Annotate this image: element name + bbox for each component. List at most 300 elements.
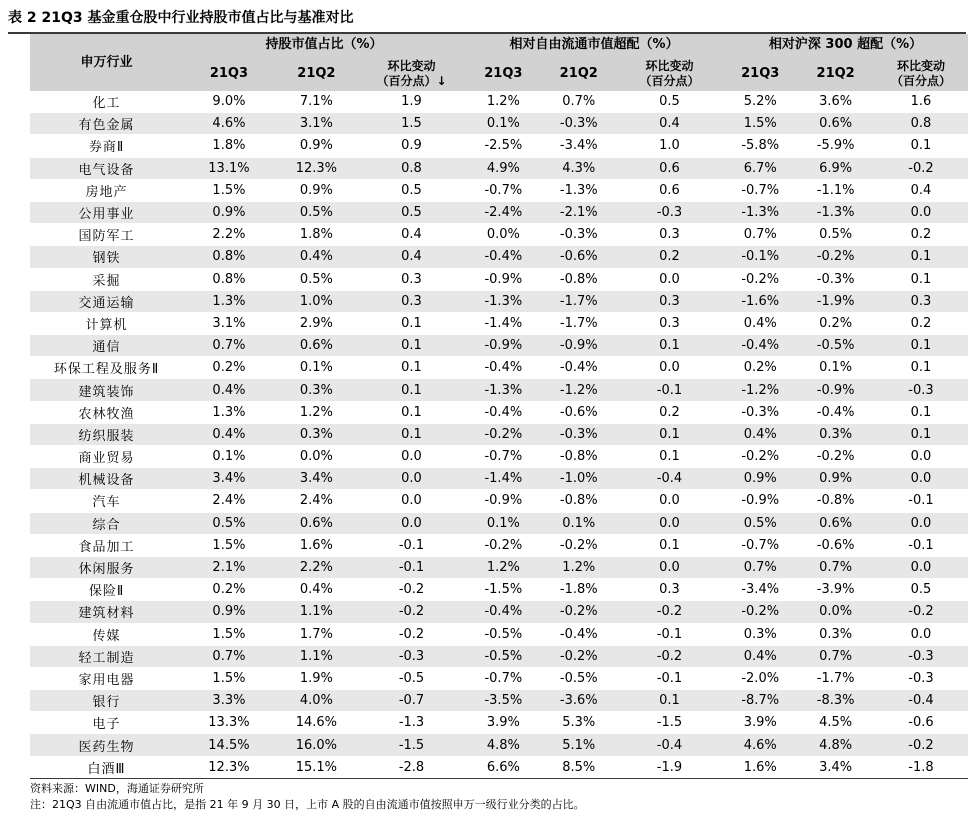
cell-industry: 房地产: [30, 179, 183, 201]
cell-freefloat-21q3: -0.2%: [465, 423, 542, 445]
cell-freefloat-change: 0.2: [616, 401, 723, 423]
cell-csi300-21q3: -0.2%: [723, 446, 797, 468]
cell-holding-21q3: 0.7%: [183, 645, 275, 667]
table-row: [30, 468, 968, 490]
header-g3-change-line2: （百分点）: [890, 73, 951, 88]
cell-holding-21q3: 1.5%: [183, 179, 275, 201]
cell-freefloat-21q2: -1.8%: [542, 579, 616, 601]
cell-holding-21q2: 0.4%: [275, 246, 358, 268]
cell-csi300-21q3: -5.8%: [723, 135, 797, 157]
cell-csi300-change: -0.3: [874, 379, 968, 401]
cell-csi300-change: 0.4: [874, 179, 968, 201]
cell-csi300-21q2: -0.5%: [797, 335, 874, 357]
cell-freefloat-21q2: 1.2%: [542, 556, 616, 578]
header-g3-change-line1: 环比变动: [896, 58, 945, 73]
cell-holding-change: -1.3: [358, 712, 465, 734]
cell-holding-change: -0.7: [358, 690, 465, 712]
cell-freefloat-21q2: -0.8%: [542, 490, 616, 512]
header-industry: 申万行业: [30, 34, 183, 91]
table-row: [30, 113, 968, 135]
cell-holding-change: 0.9: [358, 135, 465, 157]
cell-csi300-change: 0.1: [874, 268, 968, 290]
cell-csi300-21q2: -1.7%: [797, 667, 874, 689]
cell-industry: 采掘: [30, 268, 183, 290]
table-row: [30, 224, 968, 246]
table-row: [30, 712, 968, 734]
table-row: [30, 490, 968, 512]
table-row: [30, 579, 968, 601]
cell-freefloat-change: -0.1: [616, 667, 723, 689]
table-row: [30, 246, 968, 268]
cell-holding-change: 0.0: [358, 512, 465, 534]
table-row: [30, 335, 968, 357]
cell-industry: 银行: [30, 690, 183, 712]
cell-freefloat-change: 0.1: [616, 690, 723, 712]
cell-csi300-21q3: -8.7%: [723, 690, 797, 712]
table-row: [30, 157, 968, 179]
cell-freefloat-21q3: -1.3%: [465, 379, 542, 401]
footer-source: 资料来源：WIND，海通证券研究所: [30, 782, 204, 795]
table-row: [30, 268, 968, 290]
cell-holding-21q3: 3.1%: [183, 312, 275, 334]
cell-holding-change: 0.4: [358, 246, 465, 268]
cell-freefloat-21q2: 8.5%: [542, 756, 616, 778]
cell-csi300-21q3: -1.6%: [723, 290, 797, 312]
cell-freefloat-change: 0.1: [616, 446, 723, 468]
cell-csi300-21q3: -0.2%: [723, 601, 797, 623]
cell-csi300-21q2: 0.5%: [797, 224, 874, 246]
cell-holding-change: 0.8: [358, 157, 465, 179]
cell-csi300-change: -0.1: [874, 490, 968, 512]
cell-csi300-21q2: 4.5%: [797, 712, 874, 734]
cell-freefloat-change: 0.1: [616, 534, 723, 556]
cell-holding-21q3: 2.1%: [183, 556, 275, 578]
cell-holding-change: 0.1: [358, 423, 465, 445]
cell-csi300-21q3: -0.9%: [723, 490, 797, 512]
cell-industry: 医药生物: [30, 734, 183, 756]
cell-freefloat-21q3: -0.5%: [465, 623, 542, 645]
cell-csi300-21q3: 0.5%: [723, 512, 797, 534]
header-g2-change-line2: （百分点）: [639, 73, 700, 88]
cell-freefloat-21q3: -0.7%: [465, 446, 542, 468]
cell-freefloat-change: 0.0: [616, 268, 723, 290]
cell-csi300-change: 1.6: [874, 91, 968, 113]
table-row: [30, 135, 968, 157]
cell-holding-change: -0.2: [358, 623, 465, 645]
cell-freefloat-21q2: -3.4%: [542, 135, 616, 157]
cell-holding-21q2: 2.9%: [275, 312, 358, 334]
cell-freefloat-change: -0.2: [616, 645, 723, 667]
header-g1-21q3: 21Q3: [183, 56, 275, 91]
cell-freefloat-change: -0.3: [616, 201, 723, 223]
cell-industry: 机械设备: [30, 468, 183, 490]
cell-holding-change: -0.2: [358, 601, 465, 623]
header-g2-21q3: 21Q3: [465, 56, 542, 91]
cell-holding-21q2: 1.1%: [275, 601, 358, 623]
cell-industry: 综合: [30, 512, 183, 534]
cell-holding-change: -0.3: [358, 645, 465, 667]
cell-csi300-change: -1.8: [874, 756, 968, 778]
cell-holding-21q3: 0.4%: [183, 379, 275, 401]
cell-freefloat-21q3: -0.5%: [465, 645, 542, 667]
cell-holding-21q2: 0.4%: [275, 579, 358, 601]
cell-csi300-change: -0.1: [874, 534, 968, 556]
cell-freefloat-21q3: -0.7%: [465, 667, 542, 689]
cell-freefloat-21q2: -0.2%: [542, 534, 616, 556]
cell-csi300-change: 0.2: [874, 224, 968, 246]
cell-freefloat-change: 0.2: [616, 246, 723, 268]
table-row: [30, 756, 968, 778]
cell-csi300-21q2: 4.8%: [797, 734, 874, 756]
cell-csi300-21q2: 0.3%: [797, 423, 874, 445]
cell-csi300-change: 0.0: [874, 512, 968, 534]
cell-csi300-change: 0.1: [874, 357, 968, 379]
cell-freefloat-21q2: -0.3%: [542, 224, 616, 246]
cell-freefloat-21q3: 4.8%: [465, 734, 542, 756]
table-body: [30, 91, 968, 778]
header-g2-change: [616, 56, 723, 91]
cell-holding-21q3: 1.5%: [183, 534, 275, 556]
cell-holding-21q2: 1.0%: [275, 290, 358, 312]
cell-holding-21q2: 1.1%: [275, 645, 358, 667]
table-row: [30, 667, 968, 689]
cell-freefloat-21q2: -3.6%: [542, 690, 616, 712]
cell-freefloat-21q3: 3.9%: [465, 712, 542, 734]
cell-csi300-21q2: 6.9%: [797, 157, 874, 179]
cell-holding-21q2: 0.6%: [275, 335, 358, 357]
cell-csi300-change: 0.3: [874, 290, 968, 312]
cell-freefloat-change: 0.0: [616, 357, 723, 379]
cell-freefloat-21q2: -0.2%: [542, 601, 616, 623]
cell-freefloat-change: -0.1: [616, 379, 723, 401]
cell-holding-21q2: 0.5%: [275, 201, 358, 223]
header-g1-change[interactable]: [358, 56, 465, 91]
cell-holding-change: -1.5: [358, 734, 465, 756]
cell-freefloat-21q3: -0.9%: [465, 268, 542, 290]
table-row: [30, 534, 968, 556]
cell-industry: 汽车: [30, 490, 183, 512]
sort-desc-icon: ↓: [436, 73, 447, 88]
table-row: [30, 623, 968, 645]
cell-freefloat-21q2: 4.3%: [542, 157, 616, 179]
cell-freefloat-change: 0.1: [616, 423, 723, 445]
cell-csi300-21q3: 0.4%: [723, 645, 797, 667]
cell-freefloat-21q3: 4.9%: [465, 157, 542, 179]
cell-csi300-change: 0.8: [874, 113, 968, 135]
header-group-vs-csi300: 相对沪深 300 超配（%）: [723, 34, 968, 56]
cell-freefloat-21q2: -0.2%: [542, 645, 616, 667]
cell-holding-change: 1.5: [358, 113, 465, 135]
cell-freefloat-21q3: -1.4%: [465, 468, 542, 490]
table-row: [30, 512, 968, 534]
cell-holding-change: 0.0: [358, 468, 465, 490]
cell-csi300-21q3: 0.9%: [723, 468, 797, 490]
cell-csi300-21q2: 3.6%: [797, 91, 874, 113]
cell-freefloat-change: 0.0: [616, 556, 723, 578]
cell-csi300-21q3: -2.0%: [723, 667, 797, 689]
cell-holding-21q3: 0.8%: [183, 268, 275, 290]
cell-holding-21q3: 13.1%: [183, 157, 275, 179]
cell-holding-21q2: 0.9%: [275, 135, 358, 157]
cell-holding-21q2: 1.7%: [275, 623, 358, 645]
cell-holding-21q3: 3.3%: [183, 690, 275, 712]
table-row: [30, 690, 968, 712]
cell-holding-change: 0.0: [358, 490, 465, 512]
cell-freefloat-21q2: -0.5%: [542, 667, 616, 689]
cell-holding-21q2: 15.1%: [275, 756, 358, 778]
cell-csi300-21q3: -0.7%: [723, 179, 797, 201]
cell-freefloat-21q3: -0.4%: [465, 357, 542, 379]
cell-csi300-21q2: 0.7%: [797, 556, 874, 578]
cell-csi300-21q3: 3.9%: [723, 712, 797, 734]
cell-holding-change: 0.1: [358, 357, 465, 379]
cell-freefloat-21q3: -0.4%: [465, 246, 542, 268]
cell-freefloat-change: 0.3: [616, 290, 723, 312]
cell-holding-change: 0.0: [358, 446, 465, 468]
cell-freefloat-21q2: -2.1%: [542, 201, 616, 223]
cell-csi300-change: -0.2: [874, 157, 968, 179]
cell-csi300-change: 0.0: [874, 623, 968, 645]
cell-csi300-change: -0.2: [874, 734, 968, 756]
cell-holding-21q3: 3.4%: [183, 468, 275, 490]
cell-csi300-change: 0.1: [874, 401, 968, 423]
cell-holding-change: 0.1: [358, 401, 465, 423]
cell-holding-21q3: 2.2%: [183, 224, 275, 246]
cell-csi300-21q3: -0.4%: [723, 335, 797, 357]
cell-industry: 休闲服务: [30, 556, 183, 578]
cell-holding-change: 1.9: [358, 91, 465, 113]
cell-freefloat-21q3: -0.4%: [465, 601, 542, 623]
cell-holding-21q2: 4.0%: [275, 690, 358, 712]
cell-holding-change: -2.8: [358, 756, 465, 778]
cell-holding-change: 0.3: [358, 268, 465, 290]
table-row: [30, 446, 968, 468]
cell-csi300-21q3: -1.2%: [723, 379, 797, 401]
cell-holding-21q3: 0.8%: [183, 246, 275, 268]
cell-holding-21q2: 0.3%: [275, 379, 358, 401]
cell-holding-21q3: 13.3%: [183, 712, 275, 734]
cell-freefloat-21q2: -1.7%: [542, 290, 616, 312]
header-g3-21q2: 21Q2: [797, 56, 874, 91]
cell-freefloat-21q2: -1.2%: [542, 379, 616, 401]
cell-csi300-21q2: 0.9%: [797, 468, 874, 490]
cell-freefloat-21q3: -0.2%: [465, 534, 542, 556]
cell-industry: 家用电器: [30, 667, 183, 689]
cell-csi300-change: 0.1: [874, 135, 968, 157]
cell-freefloat-change: 0.6: [616, 179, 723, 201]
cell-csi300-21q3: 0.3%: [723, 623, 797, 645]
cell-csi300-21q2: 0.3%: [797, 623, 874, 645]
cell-csi300-21q2: -0.6%: [797, 534, 874, 556]
cell-freefloat-21q2: -0.8%: [542, 446, 616, 468]
cell-freefloat-change: 1.0: [616, 135, 723, 157]
header-g1-change-line2: [358, 74, 465, 89]
cell-industry: 钢铁: [30, 246, 183, 268]
cell-freefloat-21q3: -0.9%: [465, 335, 542, 357]
cell-industry: 化工: [30, 91, 183, 113]
cell-csi300-21q2: -1.1%: [797, 179, 874, 201]
cell-industry: 商业贸易: [30, 446, 183, 468]
cell-holding-change: 0.1: [358, 379, 465, 401]
cell-csi300-21q2: -0.8%: [797, 490, 874, 512]
cell-holding-21q2: 1.6%: [275, 534, 358, 556]
cell-csi300-21q3: 1.5%: [723, 113, 797, 135]
cell-csi300-21q2: -0.2%: [797, 446, 874, 468]
cell-freefloat-21q3: -1.5%: [465, 579, 542, 601]
cell-industry: 食品加工: [30, 534, 183, 556]
cell-csi300-21q3: 6.7%: [723, 157, 797, 179]
industry-holding-table: [30, 34, 968, 779]
cell-freefloat-21q2: -1.7%: [542, 312, 616, 334]
cell-holding-21q3: 2.4%: [183, 490, 275, 512]
cell-freefloat-21q3: 1.2%: [465, 556, 542, 578]
cell-industry: 白酒Ⅲ: [30, 756, 183, 778]
header-g3-21q3: 21Q3: [723, 56, 797, 91]
cell-industry: 纺织服装: [30, 423, 183, 445]
cell-industry: 建筑材料: [30, 601, 183, 623]
cell-freefloat-change: 0.0: [616, 490, 723, 512]
header-g1-change-line1: 环比变动: [387, 58, 436, 73]
cell-industry: 保险Ⅱ: [30, 579, 183, 601]
cell-csi300-21q3: -3.4%: [723, 579, 797, 601]
cell-holding-21q3: 1.5%: [183, 623, 275, 645]
cell-csi300-21q3: 4.6%: [723, 734, 797, 756]
header-group-holding-share: 持股市值占比（%）: [183, 34, 465, 56]
cell-csi300-21q3: 0.2%: [723, 357, 797, 379]
cell-csi300-change: 0.1: [874, 335, 968, 357]
cell-holding-change: 0.4: [358, 224, 465, 246]
cell-holding-change: -0.1: [358, 534, 465, 556]
cell-industry: 券商Ⅱ: [30, 135, 183, 157]
cell-holding-change: 0.3: [358, 290, 465, 312]
cell-csi300-21q2: 0.6%: [797, 512, 874, 534]
cell-holding-21q2: 0.0%: [275, 446, 358, 468]
cell-freefloat-change: -0.2: [616, 601, 723, 623]
cell-csi300-21q2: -1.9%: [797, 290, 874, 312]
cell-freefloat-21q3: -1.3%: [465, 290, 542, 312]
cell-freefloat-21q3: -1.4%: [465, 312, 542, 334]
cell-freefloat-21q3: -0.9%: [465, 490, 542, 512]
cell-holding-change: -0.2: [358, 579, 465, 601]
cell-holding-21q3: 12.3%: [183, 756, 275, 778]
cell-csi300-change: 0.0: [874, 468, 968, 490]
cell-industry: 计算机: [30, 312, 183, 334]
cell-industry: 环保工程及服务Ⅱ: [30, 357, 183, 379]
cell-csi300-change: -0.4: [874, 690, 968, 712]
header-group-vs-free-float: 相对自由流通市值超配（%）: [465, 34, 723, 56]
cell-freefloat-21q3: -0.4%: [465, 401, 542, 423]
cell-csi300-21q2: 0.2%: [797, 312, 874, 334]
cell-csi300-21q2: -8.3%: [797, 690, 874, 712]
cell-holding-21q3: 14.5%: [183, 734, 275, 756]
table-row: [30, 91, 968, 113]
cell-freefloat-21q2: -0.6%: [542, 246, 616, 268]
cell-holding-21q2: 12.3%: [275, 157, 358, 179]
cell-csi300-21q2: 0.1%: [797, 357, 874, 379]
cell-holding-21q2: 1.9%: [275, 667, 358, 689]
cell-csi300-21q2: 0.6%: [797, 113, 874, 135]
cell-industry: 轻工制造: [30, 645, 183, 667]
cell-csi300-21q2: -0.2%: [797, 246, 874, 268]
cell-holding-21q2: 2.4%: [275, 490, 358, 512]
cell-holding-change: -0.1: [358, 556, 465, 578]
cell-holding-21q3: 0.1%: [183, 446, 275, 468]
cell-holding-change: 0.5: [358, 179, 465, 201]
header-g1-change-unit: （百分点）: [376, 73, 437, 88]
cell-freefloat-21q2: 0.1%: [542, 512, 616, 534]
cell-holding-21q2: 0.1%: [275, 357, 358, 379]
cell-freefloat-21q3: 0.0%: [465, 224, 542, 246]
cell-csi300-change: -0.3: [874, 667, 968, 689]
cell-csi300-21q3: -0.1%: [723, 246, 797, 268]
cell-csi300-change: -0.2: [874, 601, 968, 623]
cell-holding-change: 0.1: [358, 335, 465, 357]
cell-holding-21q3: 0.9%: [183, 601, 275, 623]
table-row: [30, 601, 968, 623]
cell-csi300-21q2: -1.3%: [797, 201, 874, 223]
cell-freefloat-21q3: 0.1%: [465, 113, 542, 135]
table-row: [30, 179, 968, 201]
table-row: [30, 312, 968, 334]
cell-industry: 传媒: [30, 623, 183, 645]
cell-freefloat-change: 0.3: [616, 224, 723, 246]
cell-industry: 电子: [30, 712, 183, 734]
cell-freefloat-change: 0.6: [616, 157, 723, 179]
cell-csi300-change: 0.0: [874, 556, 968, 578]
cell-holding-change: 0.5: [358, 201, 465, 223]
cell-csi300-21q2: -3.9%: [797, 579, 874, 601]
cell-csi300-change: -0.3: [874, 645, 968, 667]
cell-holding-21q3: 0.2%: [183, 579, 275, 601]
cell-freefloat-21q2: 5.3%: [542, 712, 616, 734]
cell-holding-21q3: 0.5%: [183, 512, 275, 534]
cell-holding-21q2: 14.6%: [275, 712, 358, 734]
cell-csi300-21q3: 0.4%: [723, 312, 797, 334]
cell-holding-21q2: 0.6%: [275, 512, 358, 534]
cell-holding-21q2: 2.2%: [275, 556, 358, 578]
cell-freefloat-change: -0.1: [616, 623, 723, 645]
cell-csi300-21q2: 0.0%: [797, 601, 874, 623]
cell-holding-21q2: 0.9%: [275, 179, 358, 201]
cell-freefloat-21q3: -2.5%: [465, 135, 542, 157]
cell-csi300-change: 0.0: [874, 446, 968, 468]
cell-holding-21q2: 1.8%: [275, 224, 358, 246]
footer-note: 注：21Q3 自由流通市值占比，是指 21 年 9 月 30 日，上市 A 股的自由流通市值按照申万一级行业分类的占比。: [30, 798, 585, 811]
cell-freefloat-change: -0.4: [616, 468, 723, 490]
cell-freefloat-change: 0.3: [616, 579, 723, 601]
cell-csi300-21q2: 0.7%: [797, 645, 874, 667]
cell-holding-21q3: 1.3%: [183, 290, 275, 312]
cell-csi300-change: -0.6: [874, 712, 968, 734]
cell-holding-21q2: 1.2%: [275, 401, 358, 423]
cell-csi300-21q3: 0.7%: [723, 224, 797, 246]
cell-csi300-21q3: 1.6%: [723, 756, 797, 778]
table-row: [30, 645, 968, 667]
cell-freefloat-21q2: -0.9%: [542, 335, 616, 357]
cell-holding-21q3: 1.3%: [183, 401, 275, 423]
cell-freefloat-21q3: -2.4%: [465, 201, 542, 223]
cell-csi300-change: 0.1: [874, 423, 968, 445]
cell-holding-21q3: 4.6%: [183, 113, 275, 135]
cell-industry: 国防军工: [30, 224, 183, 246]
table-row: [30, 734, 968, 756]
cell-holding-change: 0.1: [358, 312, 465, 334]
cell-freefloat-change: -1.9: [616, 756, 723, 778]
cell-csi300-change: 0.1: [874, 246, 968, 268]
cell-holding-21q3: 0.7%: [183, 335, 275, 357]
header-g3-change: [874, 56, 968, 91]
header-g2-change-line1: 环比变动: [645, 58, 694, 73]
